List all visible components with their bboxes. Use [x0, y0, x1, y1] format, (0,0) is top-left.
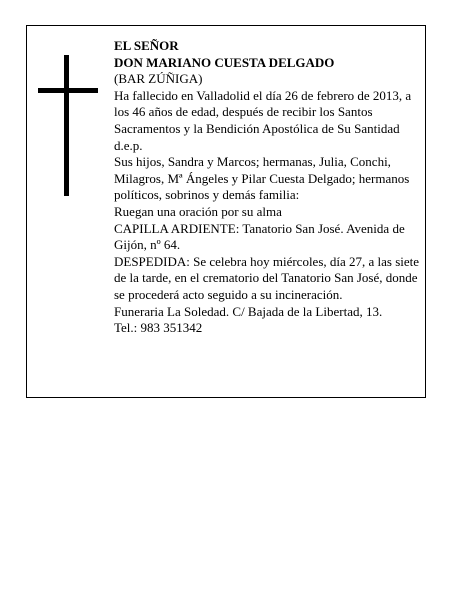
obituary-text: [114, 38, 422, 337]
rip-text: d.e.p.: [114, 137, 143, 153]
cross-horizontal-bar: [38, 88, 98, 93]
chapel-info: CAPILLA ARDIENTE: Tanatorio San José. Avenida de Gijón, nº 64.: [114, 220, 405, 253]
deceased-name: DON MARIANO CUESTA DELGADO: [114, 54, 335, 70]
cross-icon: [38, 55, 98, 196]
phone-info: Tel.: 983 351342: [114, 320, 203, 336]
cross-vertical-bar: [64, 55, 69, 196]
deceased-alias: (BAR ZÚÑIGA): [114, 71, 203, 87]
funeral-home-info: Funeraria La Soledad. C/ Bajada de la Libertad, 13.: [114, 303, 383, 319]
family-list: Sus hijos, Sandra y Marcos; hermanas, Julia, Conchi, Milagros, Mª Ángeles y Pilar Cuesta Delgado; hermanos políticos, sobrinos y demás familia:: [114, 154, 410, 203]
obituary-title: EL SEÑOR: [114, 38, 179, 53]
farewell-info: DESPEDIDA: Se celebra hoy miércoles, día 27, a las siete de la tarde, en el crematorio del Tanatorio San José, donde se procederá acto seguido a su incineración.: [114, 253, 420, 302]
death-announcement: Ha fallecido en Valladolid el día 26 de febrero de 2013, a los 46 años de edad, después de recibir los Santos Sacramentos y la Bendición Apostólica de Su Santidad: [114, 87, 412, 136]
prayer-request: Ruegan una oración por su alma: [114, 203, 282, 219]
